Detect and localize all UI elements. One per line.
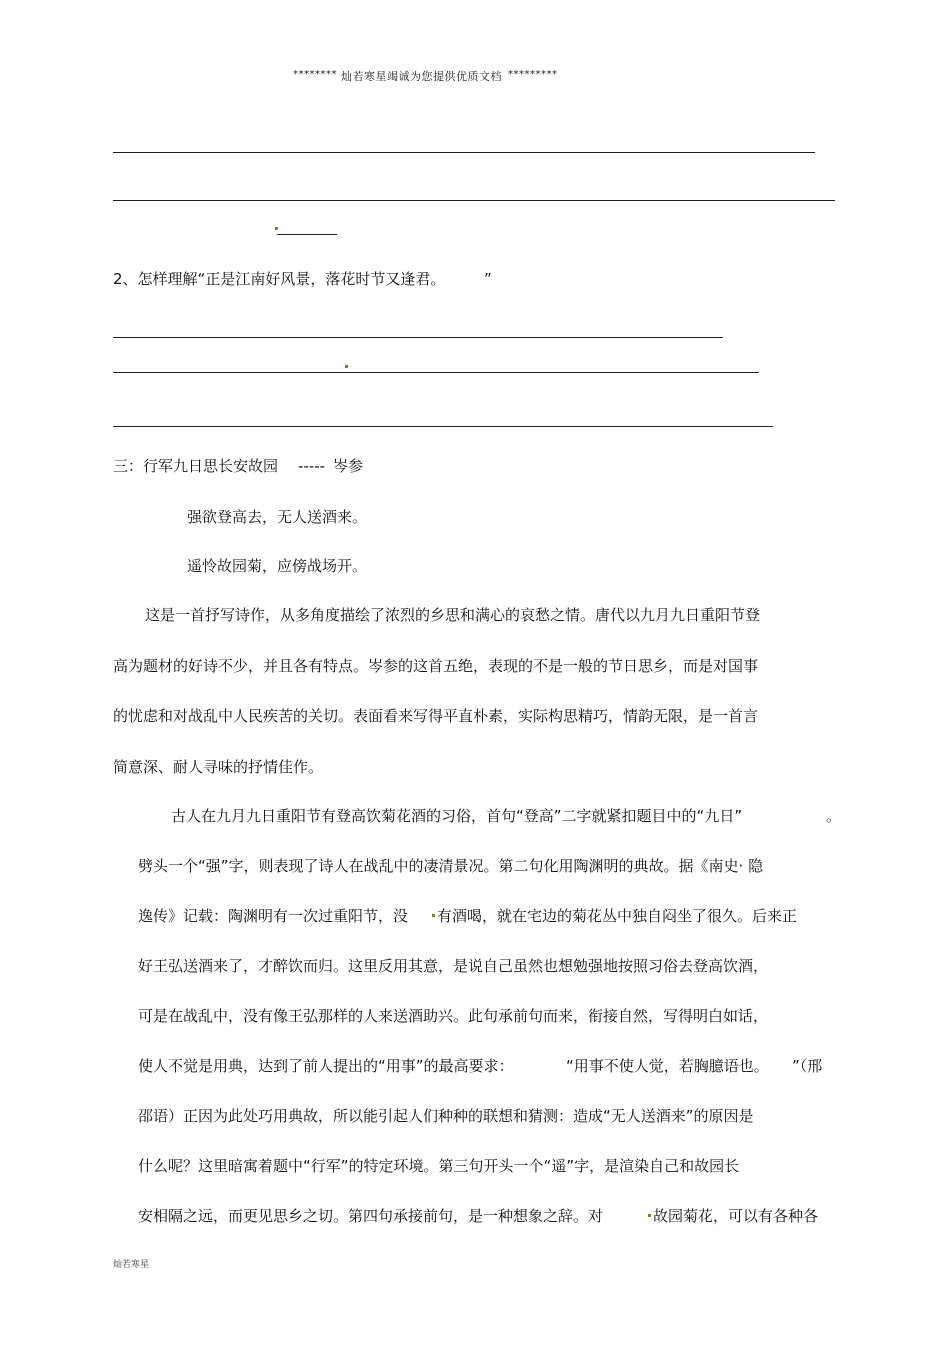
para2-line: 劈头一个“强”字，则表现了诗人在战乱中的凄清景况。第二句化用陶渊明的典故。据《南史· 隐 bbox=[138, 857, 764, 875]
para2-line: 好王弘送酒来了，才醉饮而归。这里反用其意，是说自己虽然也想勉强地按照习俗去登高饮酒， bbox=[138, 957, 769, 975]
answer-line bbox=[113, 337, 723, 338]
header-left-stars: ******** bbox=[293, 69, 337, 80]
para1-line: 高为题材的好诗不少，并且各有特点。岑参的这首五绝，表现的不是一般的节日思乡，而是对国事 bbox=[113, 657, 759, 675]
para2-line-end: ”（邢 bbox=[792, 1057, 823, 1075]
para2-line: 有酒喝，就在宅边的菊花丛中独自闷坐了很久。后来正 bbox=[437, 907, 798, 925]
question-2-close-quote: ” bbox=[484, 270, 492, 288]
section-3-dashes: ----- bbox=[298, 457, 326, 475]
answer-line bbox=[113, 372, 759, 373]
mark-dot bbox=[648, 1214, 651, 1217]
para1-line: 这是一首抒写诗作，从多角度描绘了浓烈的乡思和满心的哀愁之情。唐代以九月九日重阳节登 bbox=[145, 606, 761, 624]
header-right-stars: ********* bbox=[508, 69, 558, 80]
para2-line: 故园菊花，可以有各种各 bbox=[653, 1207, 819, 1225]
para2-line: 什么呢？这里暗寓着题中“行军”的特定环境。第三句开头一个“遥”字，是渲染自己和故园长 bbox=[138, 1157, 740, 1175]
mark-dot bbox=[275, 227, 278, 230]
para2-line: 古人在九月九日重阳节有登高饮菊花酒的习俗，首句“登高”二字就紧扣题目中的“九日” bbox=[171, 807, 743, 825]
para2-line: 可是在战乱中，没有像王弘那样的人来送酒助兴。此句承前句而来，衔接自然，写得明白如话， bbox=[138, 1007, 769, 1025]
answer-line bbox=[113, 152, 815, 153]
para1-line: 的忧虑和对战乱中人民疾苦的关切。表面看来写得平直朴素，实际构思精巧，情韵无限，是一首言 bbox=[113, 707, 759, 725]
para1-line: 简意深、耐人寻味的抒情佳作。 bbox=[113, 758, 324, 776]
para2-line: 安相隔之远，而更见思乡之切。第四句承接前句，是一种想象之辞。对 bbox=[138, 1207, 604, 1225]
section-3-author: 岑参 bbox=[333, 457, 364, 475]
para2-line: 使人不觉是用典，达到了前人提出的“用事”的最高要求： bbox=[138, 1057, 514, 1075]
poem-line-1: 强欲登高去，无人送酒来。 bbox=[187, 508, 368, 526]
header-title: 灿若寒星竭诚为您提供优质文档 bbox=[341, 70, 502, 83]
mark-dot bbox=[432, 914, 435, 917]
mark-dot bbox=[345, 365, 348, 368]
para2-line-end: 。 bbox=[826, 807, 842, 825]
para2-line: 邵语）正因为此处巧用典故，所以能引起人们种种的联想和猜测：造成“无人送酒来”的原因是 bbox=[138, 1107, 754, 1125]
para2-quote: “用事不使人觉，若胸臆语也。 bbox=[566, 1057, 769, 1075]
para2-line: 逸传》记载：陶渊明有一次过重阳节，没 bbox=[138, 907, 409, 925]
answer-line-short bbox=[277, 234, 337, 235]
section-3-heading: 三：行军九日思长安故园 bbox=[113, 457, 279, 475]
answer-line bbox=[113, 426, 773, 427]
answer-line bbox=[113, 200, 835, 201]
question-2: 2、怎样理解“正是江南好风景，落花时节又逢君。 bbox=[113, 270, 446, 288]
footer-text: 灿若寒星 bbox=[113, 1260, 150, 1270]
poem-line-2: 遥怜故园菊，应傍战场开。 bbox=[187, 557, 368, 575]
